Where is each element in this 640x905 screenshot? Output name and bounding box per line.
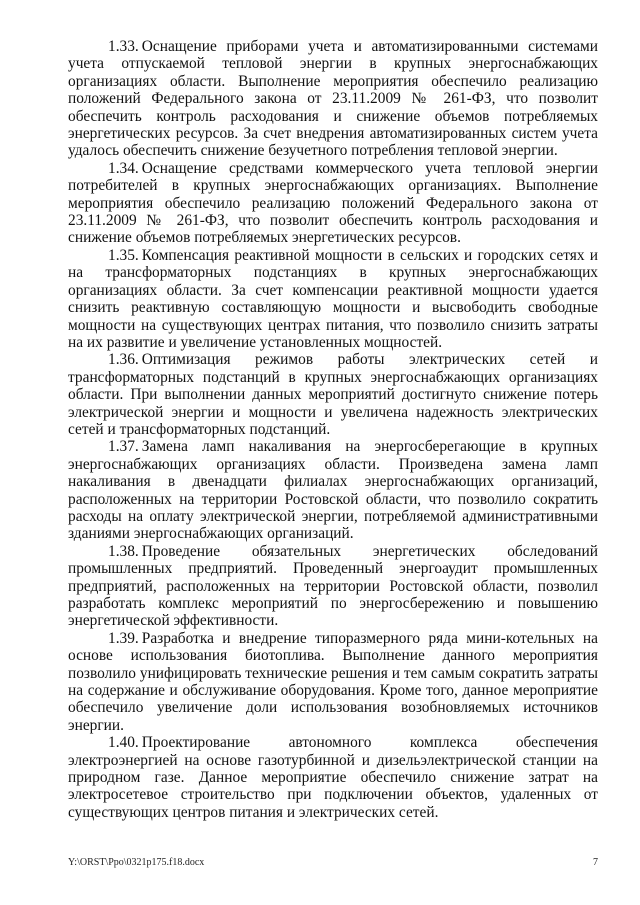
paragraph-number: 1.33.: [108, 38, 139, 55]
paragraph-1-40: [68, 734, 598, 821]
paragraph-text: Проведение обязательных энергетических обследований промышленных предприятий. Проведенный энергоаудит промышленных предприятий, расположенных на территории Ростовской области, позволил разработать комплекс мероприятий по энергосбережению и повышению энергетической эффективности.: [68, 542, 598, 630]
paragraph-text: Оптимизация режимов работы электрических сетей и трансформаторных подстанций в крупных энергоснабжающих организациях области. При выполнении данных мероприятий достигнуто снижение потерь электрической энергии и мощности и увеличена надежность электрических сетей и трансформаторных подстанций.: [68, 351, 598, 438]
file-path: Y:\ORST\Ppo\0321p175.f18.docx: [68, 857, 205, 868]
paragraph-1-33: [68, 38, 598, 160]
paragraph-1-37: [68, 438, 598, 542]
page-footer: [68, 857, 598, 871]
paragraph-1-36: [68, 351, 598, 438]
paragraph-1-34: [68, 160, 598, 247]
paragraph-number: 1.39.: [108, 629, 139, 647]
paragraph-number: 1.35.: [108, 246, 139, 264]
paragraph-text: Разработка и внедрение типоразмерного ряда мини-котельных на основе использования биотоплива. Выполнение данного мероприятия позволило унифицировать технические решения и тем самым сократить затраты на содержание и обслуживание оборудования. Кроме того, данное мероприятие обеспечило увеличение доли использования возобновляемых источников энергии.: [68, 629, 598, 734]
paragraph-number: 1.40.: [108, 734, 139, 752]
paragraph-number: 1.34.: [108, 159, 139, 177]
page-number: 7: [593, 857, 598, 868]
paragraph-text: Компенсация реактивной мощности в сельских и городских сетях и на трансформаторных подстанциях в крупных энергоснабжающих организациях области. За счет компенсации реактивной мощности удается снизить реактивную составляющую мощности и высвободить свободные мощности на существующих центрах питания, что позволило снизить затраты на их развитие и увеличение установленных мощностей.: [68, 246, 598, 351]
document-body: [68, 38, 598, 821]
paragraph-number: 1.36.: [108, 351, 139, 369]
paragraph-1-38: [68, 543, 598, 630]
paragraph-text: Замена ламп накаливания на энергосберегающие в крупных энергоснабжающих организациях области. Произведена замена ламп накаливания в двенадцати филиалах энергоснабжающих организаций, расположенных на территории Ростовской области, что позволило сократить расходы на оплату электрической энергии, потребляемой административными зданиями энергоснабжающих организаций.: [68, 438, 598, 543]
paragraph-number: 1.38.: [108, 542, 139, 560]
paragraph-1-39: [68, 630, 598, 734]
paragraph-number: 1.37.: [108, 438, 139, 456]
paragraph-text: Оснащение средствами коммерческого учета тепловой энергии потребителей в крупных энергоснабжающих организациях. Выполнение мероприятия обеспечило реализацию положений Федерального закона от 23.11.2009 № 261-ФЗ, что позволит обеспечить контроль расходования и снижение объемов потребляемых энергетических ресурсов.: [68, 159, 598, 247]
paragraph-text: Оснащение приборами учета и автоматизированными системами учета отпускаемой тепловой энергии в крупных энергоснабжающих организациях области. Выполнение мероприятия обеспечило реализацию положений Федерального закона от 23.11.2009 № 261-ФЗ, что позволит обеспечить контроль расходования и снижение объемов потребляемых энергетических ресурсов. За счет внедрения автоматизированных систем учета удалось обеспечить снижение безучетного потребления тепловой энергии.: [68, 38, 598, 160]
paragraph-1-35: [68, 247, 598, 351]
paragraph-text: Проектирование автономного комплекса обеспечения электроэнергией на основе газотурбинной и дизельэлектрической станции на природном газе. Данное мероприятие обеспечило снижение затрат на электросетевое строительство при подключении объектов, удаленных от существующих центров питания и электрических сетей.: [68, 734, 598, 821]
